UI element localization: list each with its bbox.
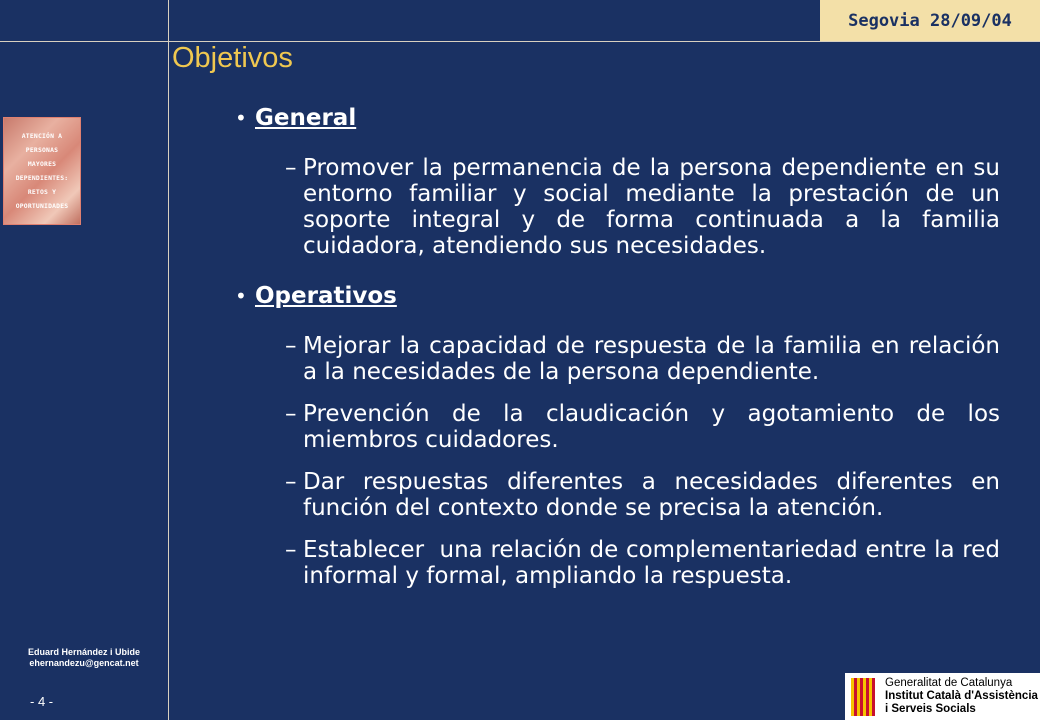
section-operativos [235,283,1000,309]
list-item-text: Prevención de la claudicación y agotamiento de los miembros cuidadores. [303,401,1000,453]
senyera-flag-icon [851,678,875,716]
dash-icon: – [285,469,297,495]
section-general [235,105,1000,131]
horizontal-divider [0,41,1040,42]
logo-line: Generalitat de Catalunya [885,677,1013,689]
list-item-text: Establecer una relación de complementariedad entre la red informal y formal, ampliando la respuesta. [303,537,1008,589]
date-badge: Segovia 28/09/04 [820,0,1040,41]
book-cover-line: PERSONAS [25,146,59,154]
bullet-icon: • [235,106,247,130]
generalitat-logo [845,673,1040,720]
dash-icon: – [285,401,297,427]
book-cover-line: ATENCIÓN A [21,132,63,140]
list-item-text: Promover la permanencia de la persona dependiente en su entorno familiar y social mediante la prestación de un soporte integral y de forma continuada a la familia cuidadora, atendiendo sus necesidades. [303,155,1000,259]
list-item [285,333,1000,385]
list-item-text: Mejorar la capacidad de respuesta de la familia en relación a la necesidades de la persona dependiente. [303,333,1000,385]
book-cover-line: OPORTUNIDADES [15,202,69,210]
list-item-text: Dar respuestas diferentes a necesidades diferentes en función del contexto donde se precisa la atención. [303,469,1000,521]
logo-line: Institut Català d'Assistència [885,690,1038,702]
dash-icon: – [285,333,297,359]
book-cover-text [4,118,80,224]
bullet-icon: • [235,284,247,308]
book-cover-line: DEPENDIENTES: [15,174,69,182]
author-email: ehernandezu@gencat.net [29,658,139,668]
dash-icon: – [285,155,297,181]
slide-content [235,105,1008,589]
author-name: Eduard Hernández i Ubide [27,647,141,657]
page-number: - 4 - [30,694,54,709]
logo-line: i Serveis Socials [885,703,976,715]
book-cover-image [3,117,81,225]
list-item [285,537,1008,589]
book-cover-line: RETOS Y [27,188,57,196]
section-heading: Operativos [255,283,397,309]
vertical-divider [168,0,169,720]
book-cover-line: MAYORES [27,160,57,168]
list-item [285,155,1000,259]
slide-title: Objetivos [172,42,293,74]
dash-icon: – [285,537,297,563]
list-item [285,401,1000,453]
section-heading: General [255,105,357,131]
list-item [285,469,1000,521]
logo-text [885,677,1038,716]
